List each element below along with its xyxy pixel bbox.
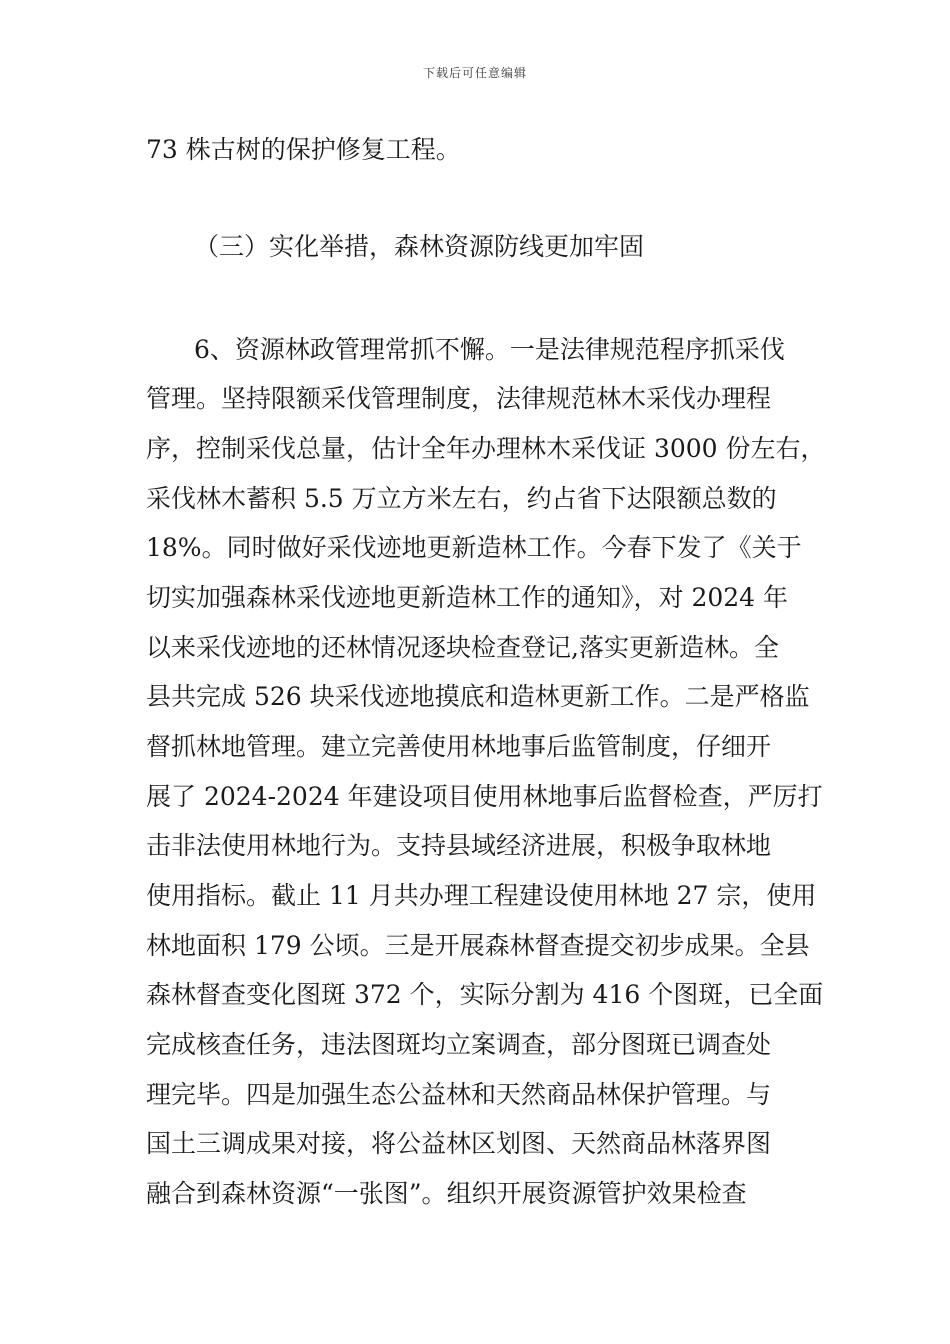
text-line: 管理。坚持限额采伐管理制度，法律规范林木采伐办理程 [146, 384, 772, 413]
text-line: 以来采伐迹地的还林情况逐块检查登记,落实更新造林。全 [146, 633, 779, 662]
text-line: 国土三调成果对接，将公益林区划图、天然商品林落界图 [146, 1129, 772, 1158]
text-line: 县共完成 526 块采伐迹地摸底和造林更新工作。二是严格监 [146, 682, 810, 711]
text-line: 林地面积 179 公顷。三是开展森林督查提交初步成果。全县 [146, 931, 810, 960]
text-line: 理完毕。四是加强生态公益林和天然商品林保护管理。与 [146, 1080, 772, 1109]
text-line: 督抓林地管理。建立完善使用林地事后监管制度，仔细开 [146, 732, 772, 761]
text-line: 森林督查变化图斑 372 个，实际分割为 416 个图斑，已全面 [146, 980, 824, 1009]
text-line: 18%。同时做好采伐迹地更新造林工作。今春下发了《关于 [146, 533, 802, 562]
text-line: 序，控制采伐总量，估计全年办理林木采伐证 3000 份左右， [146, 434, 826, 463]
text-line: 完成核查任务，违法图斑均立案调查，部分图斑已调查处 [146, 1030, 772, 1059]
text-line: 73 株古树的保护修复工程。 [146, 135, 461, 164]
text-line: 融合到森林资源“一张图”。组织开展资源管护效果检查 [146, 1179, 747, 1208]
section-heading: （三）实化举措，森林资源防线更加牢固 [194, 232, 645, 261]
page-header: 下载后可任意编辑 [422, 66, 527, 80]
paragraph-first-line: 6、资源林政管理常抓不懈。一是法律规范程序抓采伐 [194, 335, 785, 364]
text-line: 展了 2024-2024 年建设项目使用林地事后监督检查，严厉打 [146, 782, 823, 811]
text-line: 击非法使用林地行为。支持县域经济进展，积极争取林地 [146, 831, 772, 860]
text-line: 采伐林木蓄积 5.5 万立方米左右，约占省下达限额总数的 [146, 484, 777, 513]
text-line: 切实加强森林采伐迹地更新造林工作的通知》，对 2024 年 [146, 583, 789, 612]
text-line: 使用指标。截止 11 月共办理工程建设使用林地 27 宗，使用 [146, 881, 817, 910]
